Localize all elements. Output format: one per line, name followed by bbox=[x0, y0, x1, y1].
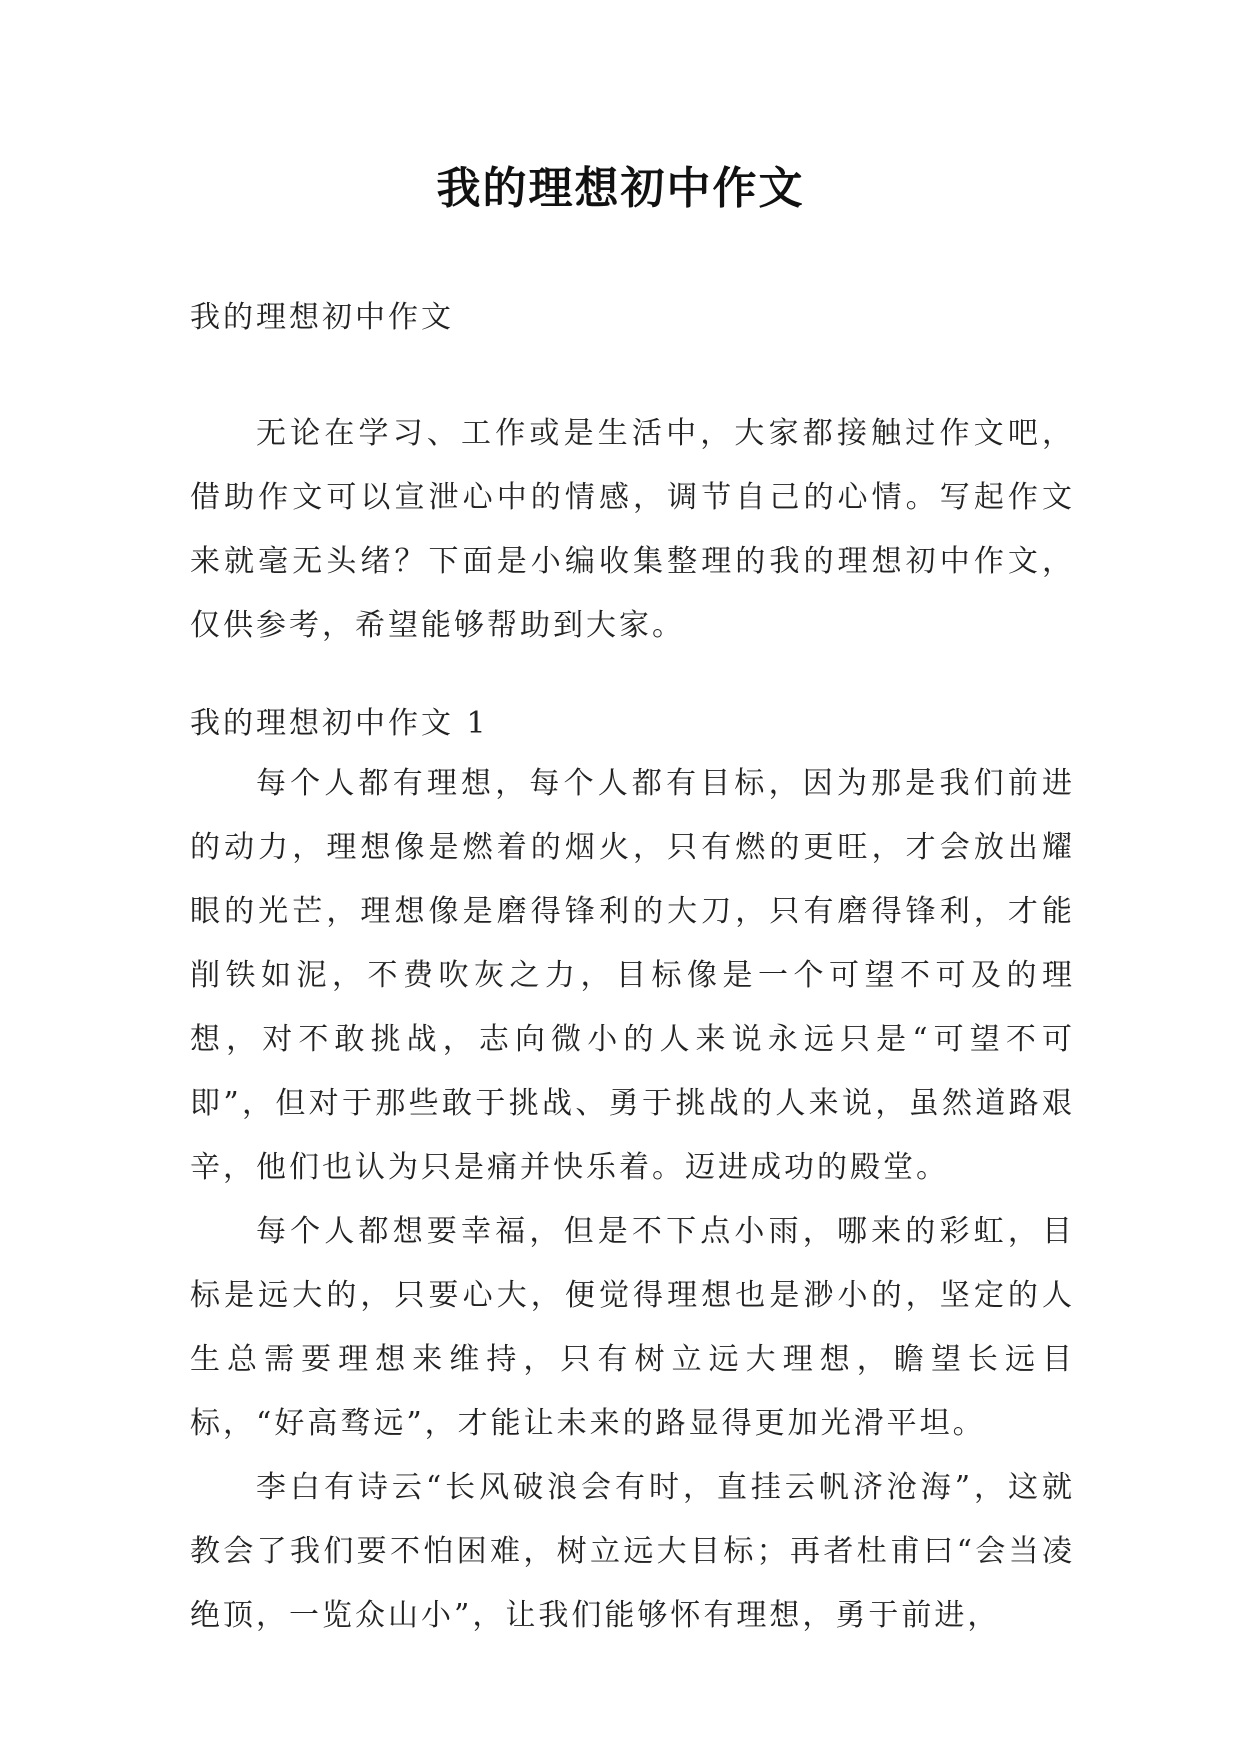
intro-block bbox=[190, 402, 1075, 658]
essay-paragraph-3: 李白有诗云“长风破浪会有时，直挂云帆济沧海”，这就教会了我们要不怕困难，树立远大目标；再者杜甫曰“会当凌绝顶，一览众山小”，让我们能够怀有理想，勇于前进， bbox=[190, 1470, 1075, 1633]
intro-paragraph: 无论在学习、工作或是生活中，大家都接触过作文吧，借助作文可以宣泄心中的情感，调节自己的心情。写起作文来就毫无头绪？下面是小编收集整理的我的理想初中作文，仅供参考，希望能够帮助到大家。 bbox=[190, 416, 1075, 643]
section-title-text: 我的理想初中作文 1 bbox=[190, 706, 489, 741]
essay-paragraph-1: 每个人都有理想，每个人都有目标，因为那是我们前进的动力，理想像是燃着的烟火，只有燃的更旺，才会放出耀眼的光芒，理想像是磨得锋利的大刀，只有磨得锋利，才能削铁如泥，不费吹灰之力，目标像是一个可望不可及的理想，对不敢挑战，志向微小的人来说永远只是“可望不可即”，但对于那些敢于挑战、勇于挑战的人来说，虽然道路艰辛，他们也认为只是痛并快乐着。迈进成功的殿堂。 bbox=[190, 766, 1075, 1185]
essay-paragraph-2: 每个人都想要幸福，但是不下点小雨，哪来的彩虹，目标是远大的，只要心大，便觉得理想也是渺小的，坚定的人生总需要理想来维持，只有树立远大理想，瞻望长远目标，“好高骛远”，才能让未来的路显得更加光滑平坦。 bbox=[190, 1214, 1075, 1441]
subtitle-text: 我的理想初中作文 bbox=[190, 300, 454, 335]
document-title: 我的理想初中作文 bbox=[436, 163, 805, 214]
section-heading bbox=[190, 692, 1075, 756]
essay-body bbox=[190, 752, 1075, 1648]
document-subtitle bbox=[190, 286, 1075, 350]
